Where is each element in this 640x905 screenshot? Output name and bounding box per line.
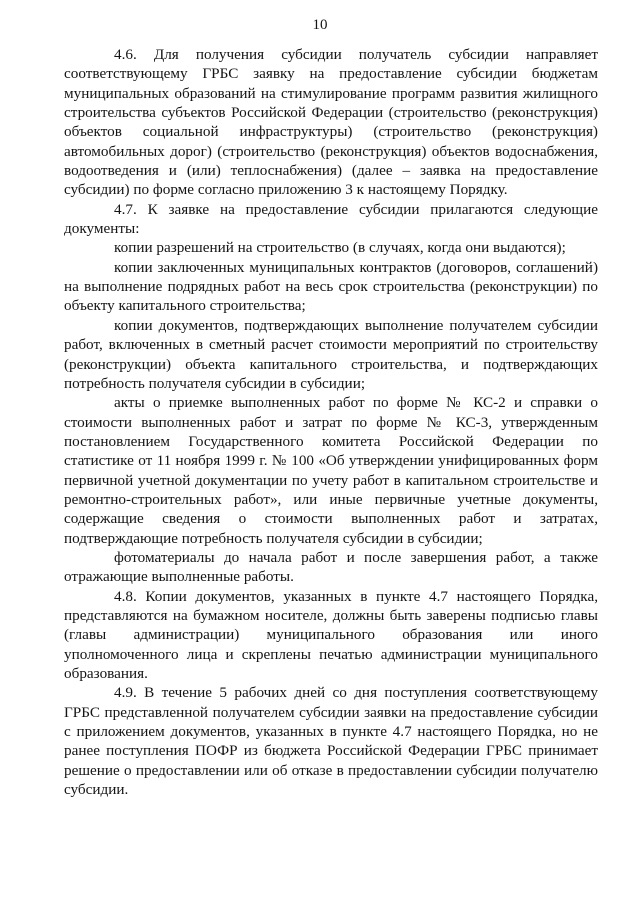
paragraph-4-7: 4.7. К заявке на предоставление субсидии прилагаются следующие документы: <box>64 200 598 238</box>
paragraph-4-6: 4.6. Для получения субсидии получатель субсидии направляет соответствующему ГРБС заявку на предоставление субсидии бюджетам муниципальных образований на стимулирование программ развития жилищного строительства субъектов Российской Федерации (строительство (реконструкция) объектов социальной инфраструктуры) (строительство (реконструкция) автомобильных дорог) (строительство (реконструкция) объектов водоснабжения, водоотведения и (или) теплоснабжения) (далее – заявка на предоставление субсидии) по форме согласно приложению 3 к настоящему Порядку. <box>64 46 598 199</box>
list-item-municipal-contracts: копии заключенных муниципальных контрактов (договоров, соглашений) на выполнение подрядных работ на весь срок строительства (реконструкции) по объекту капитального строительства; <box>64 258 598 315</box>
list-item-building-permits: копии разрешений на строительство (в случаях, когда они выдаются); <box>114 239 566 257</box>
paragraph-4-9: 4.9. В течение 5 рабочих дней со дня поступления соответствующему ГРБС представленной получателем субсидии заявки на предоставление субсидии с приложением документов, указанных в пункте 4.7 настоящего Порядка, но не ранее поступления ПОФР из бюджета Российской Федерации ГРБС принимает решение о предоставлении или об отказе в предоставлении субсидии получателю субсидии. <box>64 684 598 799</box>
page-number: 10 <box>312 17 328 33</box>
paragraph-4-8: 4.8. Копии документов, указанных в пункте 4.7 настоящего Порядка, представляются на бумажном носителе, должны быть заверены подписью главы (главы администрации) муниципального образования или иного уполномоченного лица и скреплены печатью администрации муниципального образования. <box>64 587 598 682</box>
document-body <box>64 45 598 799</box>
list-item-photo-materials: фотоматериалы до начала работ и после завершения работ, а также отражающие выполненные работы. <box>64 548 598 586</box>
list-item-ks2-ks3-acts: акты о приемке выполненных работ по форме № КС-2 и справки о стоимости выполненных работ и затрат по форме № КС-3, утвержденным постановлением Государственного комитета Российской Федерации по статистике от 11 ноября 1999 г. № 100 «Об утверждении унифицированных форм первичной учетной документации по учету работ в капитальном строительстве и ремонтно-строительных работ», или иные первичные учетные документы, содержащие сведения о стоимости выполненных работ и затратах, подтверждающие потребность получателя субсидии в субсидии; <box>64 394 598 547</box>
list-item-work-confirmation-documents: копии документов, подтверждающих выполнение получателем субсидии работ, включенных в сметный расчет стоимости мероприятий по строительству (реконструкции) объекта капитального строительства, и подтверждающих потребность получателя субсидии в субсидии; <box>64 316 598 392</box>
